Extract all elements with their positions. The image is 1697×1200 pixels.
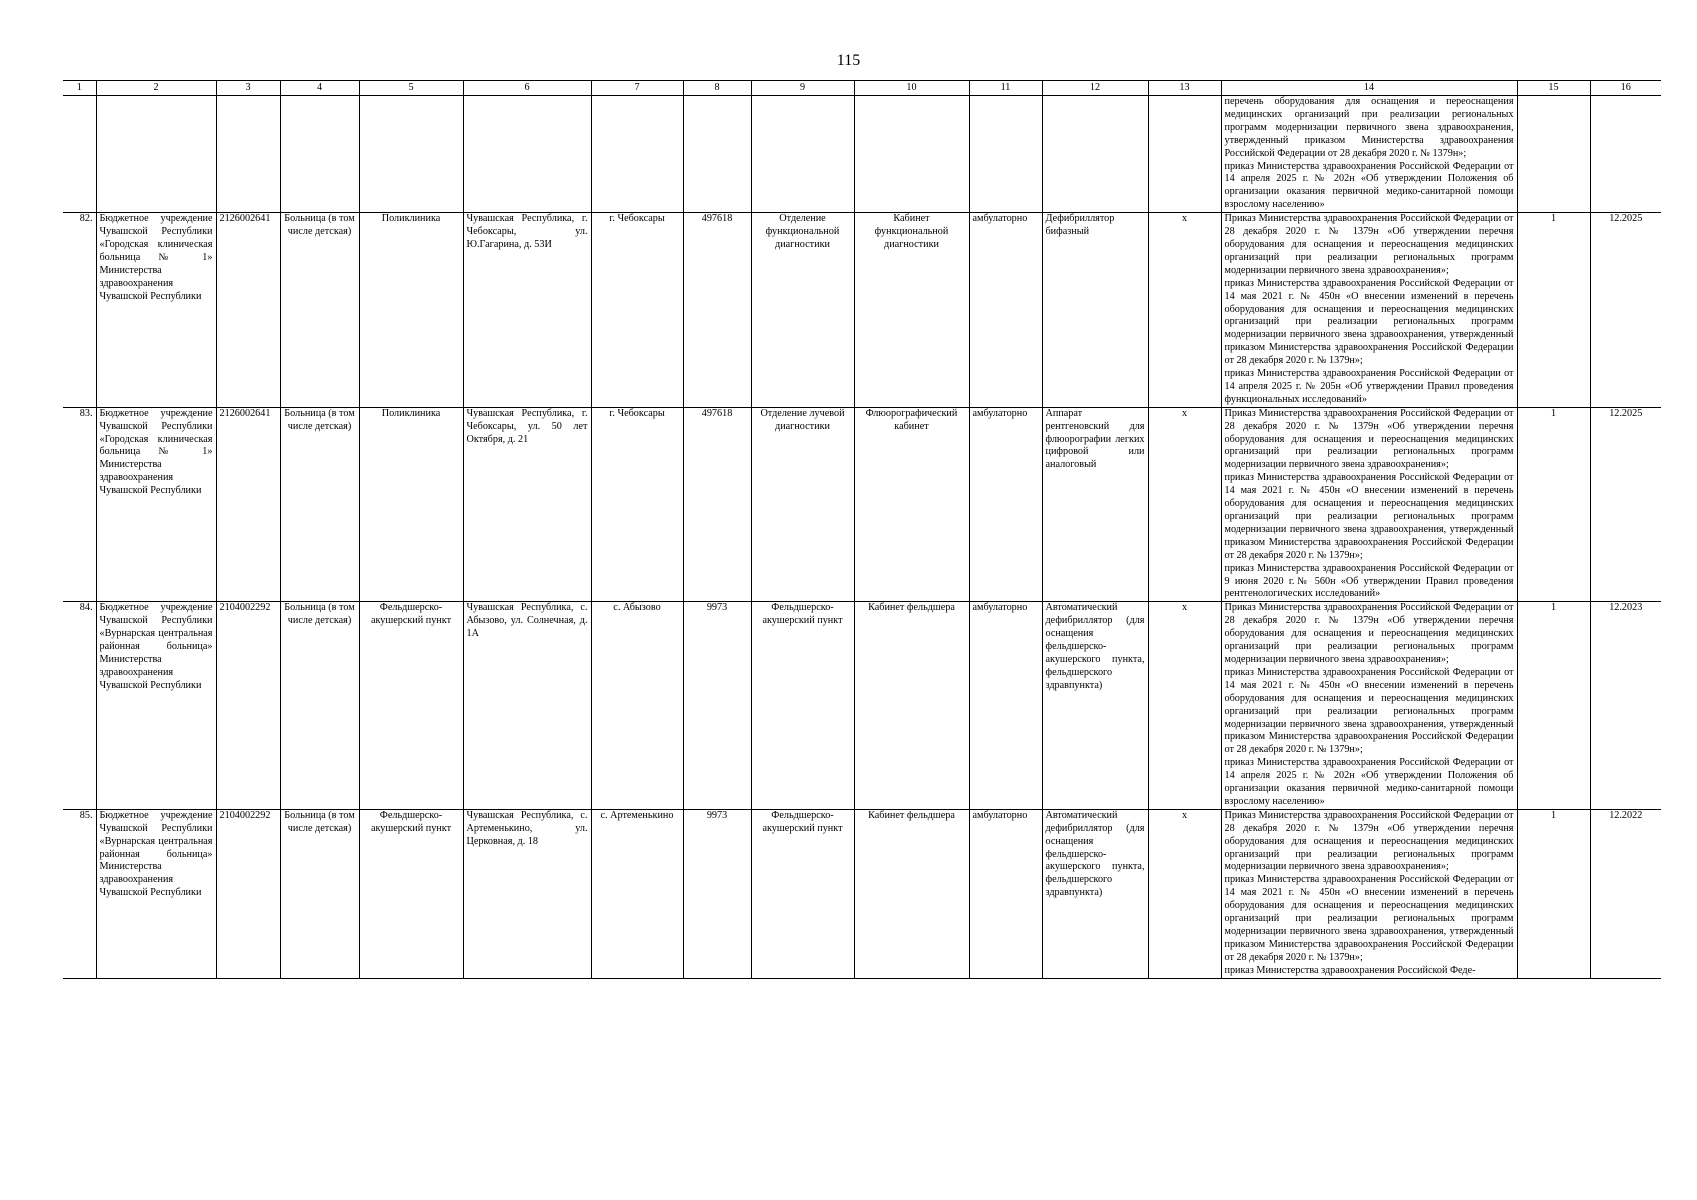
address-cell: Чувашская Республика, г. Чебоксары, ул. 50 лет Октября, д. 21	[463, 407, 591, 602]
continuation-row	[63, 96, 1661, 213]
inn-cell: 2126002641	[216, 407, 280, 602]
column-number: 15	[1517, 81, 1590, 96]
department-cell: Фельдшерско-акушерский пункт	[751, 809, 854, 978]
locality-cell: с. Артеменькино	[591, 809, 683, 978]
table-row	[63, 407, 1661, 602]
row-number: 82.	[63, 213, 96, 408]
cabinet-cell: Кабинет фельдшера	[854, 809, 969, 978]
locality-cell: г. Чебоксары	[591, 213, 683, 408]
care-condition-cell: амбулаторно	[969, 407, 1042, 602]
equipment-cell: Автоматический дефибриллятор (для оснащения фельдшерско-акушерского пункта, фельдшерского здравпункта)	[1042, 809, 1148, 978]
locality-cell: г. Чебоксары	[591, 407, 683, 602]
population-cell: 497618	[683, 213, 751, 408]
column-number: 16	[1590, 81, 1661, 96]
quantity-cell: 1	[1517, 602, 1590, 810]
date-cell: 12.2022	[1590, 809, 1661, 978]
documents-cell: Приказ Министерства здравоохранения Российской Федерации от 28 декабря 2020 г. № 1379н «Об утверждении перечня оборудования для оснащения и переоснащения медицинских организаций при реализации региональных программ модернизации первичного звена здравоохранения»; приказ Министерства здравоохранения Российской Федерации от 14 мая 2021 г. № 450н «О внесении изменений в перечень оборудования для оснащения и переоснащения медицинских организаций при реализации региональных программ модернизации первичного звена здравоохранения, утвержденный приказом Министерства здравоохранения Российской Федерации от 28 декабря 2020 г. № 1379н»; приказ Министерства здравоохранения Российской Федерации от 14 апреля 2025 г. № 202н «Об утверждении Положения об организации оказания первичной медико-санитарной помощи взрослому населению»	[1221, 602, 1517, 810]
locality-cell: с. Абызово	[591, 602, 683, 810]
column-number: 2	[96, 81, 216, 96]
quantity-cell: 1	[1517, 213, 1590, 408]
cabinet-cell: Кабинет функциональной диагностики	[854, 213, 969, 408]
org-type-cell: Больница (в том числе детская)	[280, 602, 359, 810]
organization-cell: Бюджетное учреждение Чувашской Республики «Городская клиническая больница № 1» Министерства здравоохранения Чувашской Республики	[96, 213, 216, 408]
organization-cell: Бюджетное учреждение Чувашской Республики «Вурнарская центральная районная больница» Министерства здравоохранения Чувашской Республики	[96, 809, 216, 978]
documents-cell: Приказ Министерства здравоохранения Российской Федерации от 28 декабря 2020 г. № 1379н «Об утверждении перечня оборудования для оснащения и переоснащения медицинских организаций при реализации региональных программ модернизации первичного звена здравоохранения»; приказ Министерства здравоохранения Российской Федерации от 14 мая 2021 г. № 450н «О внесении изменений в перечень оборудования для оснащения и переоснащения медицинских организаций при реализации региональных программ модернизации первичного звена здравоохранения, утвержденный приказом Министерства здравоохранения Российской Федерации от 28 декабря 2020 г. № 1379н»; приказ Министерства здравоохранения Российской Феде-	[1221, 809, 1517, 978]
date-cell: 12.2025	[1590, 407, 1661, 602]
column-number: 1	[63, 81, 96, 96]
register-table	[63, 80, 1661, 979]
column-number: 4	[280, 81, 359, 96]
column-number: 6	[463, 81, 591, 96]
mark-cell: x	[1148, 602, 1221, 810]
row-number: 83.	[63, 407, 96, 602]
date-cell: 12.2023	[1590, 602, 1661, 810]
cabinet-cell: Кабинет фельдшера	[854, 602, 969, 810]
address-cell: Чувашская Республика, с. Артеменькино, ул. Церковная, д. 18	[463, 809, 591, 978]
population-cell: 9973	[683, 602, 751, 810]
page-number: 115	[836, 52, 861, 69]
inn-cell: 2104002292	[216, 602, 280, 810]
organization-cell: Бюджетное учреждение Чувашской Республики «Вурнарская центральная районная больница» Министерства здравоохранения Чувашской Республики	[96, 602, 216, 810]
documents-cell: Приказ Министерства здравоохранения Российской Федерации от 28 декабря 2020 г. № 1379н «Об утверждении перечня оборудования для оснащения и переоснащения медицинских организаций при реализации региональных программ модернизации первичного звена здравоохранения»; приказ Министерства здравоохранения Российской Федерации от 14 мая 2021 г. № 450н «О внесении изменений в перечень оборудования для оснащения и переоснащения медицинских организаций при реализации региональных программ модернизации первичного звена здравоохранения, утвержденный приказом Министерства здравоохранения Российской Федерации от 28 декабря 2020 г. № 1379н»; приказ Министерства здравоохранения Российской Федерации от 14 апреля 2025 г. № 205н «Об утверждении Правил проведения функциональных исследований»	[1221, 213, 1517, 408]
mark-cell: x	[1148, 407, 1221, 602]
department-cell: Отделение функциональной диагностики	[751, 213, 854, 408]
table-row	[63, 809, 1661, 978]
column-number: 8	[683, 81, 751, 96]
table-row	[63, 213, 1661, 408]
equipment-cell: Автоматический дефибриллятор (для оснащения фельдшерско-акушерского пункта, фельдшерского здравпункта)	[1042, 602, 1148, 810]
documents-cell: перечень оборудования для оснащения и переоснащения медицинских организаций при реализации региональных программ модернизации первичного звена здравоохранения, утвержденный приказом Министерства здравоохранения Российской Федерации от 28 декабря 2020 г. № 1379н»; приказ Министерства здравоохранения Российской Федерации от 14 апреля 2025 г. № 202н «Об утверждении Положения об организации оказания первичной медико-санитарной помощи взрослому населению»	[1221, 96, 1517, 213]
quantity-cell: 1	[1517, 407, 1590, 602]
column-number-row	[63, 81, 1661, 96]
documents-cell: Приказ Министерства здравоохранения Российской Федерации от 28 декабря 2020 г. № 1379н «Об утверждении перечня оборудования для оснащения и переоснащения медицинских организаций при реализации региональных программ модернизации первичного звена здравоохранения»; приказ Министерства здравоохранения Российской Федерации от 14 мая 2021 г. № 450н «О внесении изменений в перечень оборудования для оснащения и переоснащения медицинских организаций при реализации региональных программ модернизации первичного звена здравоохранения, утвержденный приказом Министерства здравоохранения Российской Федерации от 28 декабря 2020 г. № 1379н»; приказ Министерства здравоохранения Российской Федерации от 9 июня 2020 г.№ 560н «Об утверждении Правил проведения рентгенологических исследований»	[1221, 407, 1517, 602]
subdivision-cell: Фельдшерско-акушерский пункт	[359, 602, 463, 810]
column-number: 7	[591, 81, 683, 96]
care-condition-cell: амбулаторно	[969, 809, 1042, 978]
subdivision-cell: Поликлиника	[359, 213, 463, 408]
address-cell: Чувашская Республика, г. Чебоксары, ул. Ю.Гагарина, д. 53И	[463, 213, 591, 408]
department-cell: Отделение лучевой диагностики	[751, 407, 854, 602]
column-number: 13	[1148, 81, 1221, 96]
inn-cell: 2104002292	[216, 809, 280, 978]
column-number: 5	[359, 81, 463, 96]
equipment-cell: Дефибриллятор бифазный	[1042, 213, 1148, 408]
equipment-cell: Аппарат рентгеновский для флюорографии легких цифровой или аналоговый	[1042, 407, 1148, 602]
table-row	[63, 602, 1661, 810]
department-cell: Фельдшерско-акушерский пункт	[751, 602, 854, 810]
address-cell: Чувашская Республика, с. Абызово, ул. Солнечная, д. 1А	[463, 602, 591, 810]
column-number: 9	[751, 81, 854, 96]
care-condition-cell: амбулаторно	[969, 602, 1042, 810]
column-number: 3	[216, 81, 280, 96]
org-type-cell: Больница (в том числе детская)	[280, 407, 359, 602]
row-number: 84.	[63, 602, 96, 810]
row-number: 85.	[63, 809, 96, 978]
inn-cell: 2126002641	[216, 213, 280, 408]
mark-cell: x	[1148, 213, 1221, 408]
cabinet-cell: Флюорографический кабинет	[854, 407, 969, 602]
column-number: 11	[969, 81, 1042, 96]
population-cell: 9973	[683, 809, 751, 978]
column-number: 12	[1042, 81, 1148, 96]
care-condition-cell: амбулаторно	[969, 213, 1042, 408]
org-type-cell: Больница (в том числе детская)	[280, 213, 359, 408]
column-number: 14	[1221, 81, 1517, 96]
org-type-cell: Больница (в том числе детская)	[280, 809, 359, 978]
population-cell: 497618	[683, 407, 751, 602]
column-number: 10	[854, 81, 969, 96]
mark-cell: x	[1148, 809, 1221, 978]
quantity-cell: 1	[1517, 809, 1590, 978]
organization-cell: Бюджетное учреждение Чувашской Республики «Городская клиническая больница № 1» Министерства здравоохранения Чувашской Республики	[96, 407, 216, 602]
subdivision-cell: Поликлиника	[359, 407, 463, 602]
subdivision-cell: Фельдшерско-акушерский пункт	[359, 809, 463, 978]
date-cell: 12.2025	[1590, 213, 1661, 408]
